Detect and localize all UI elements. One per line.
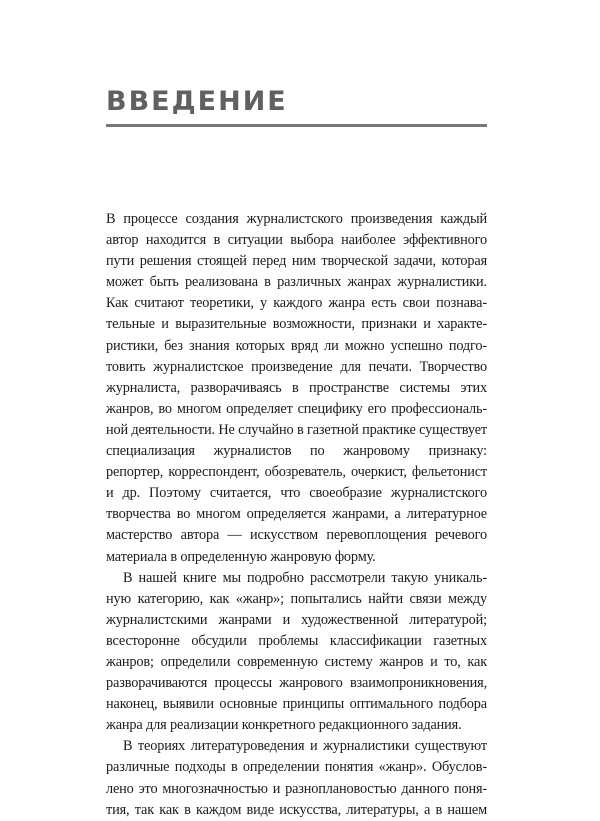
body-text-line: разворачиваются процессы жанрового взаимопроникновения, — [106, 675, 487, 692]
body-text-line: В нашей книге мы подробно рассмотрели такую уникаль- — [123, 569, 487, 586]
body-text-line: ной деятельности. Не случайно в газетной практике существует — [106, 421, 487, 438]
body-text-line: различные подходы в определении понятия «жанр». Обуслов- — [106, 759, 487, 776]
body-text-line: ную категорию, как «жанр»; попытались найти связи между — [106, 590, 487, 607]
body-text-line: В процессе создания журналистского произведения каждый — [106, 211, 487, 227]
body-text-line: наконец, выявили основные принципы оптимального подбора — [106, 696, 487, 713]
body-text-line: автор находится в ситуации выбора наиболее эффективного — [106, 232, 487, 249]
chapter-title: ВВЕДЕНИЕ — [106, 86, 288, 117]
body-text-line: лено это многозначностью и разноплановостью данного поня- — [106, 780, 487, 797]
body-text-line: жанра для реализации конкретного редакционного задания. — [106, 717, 462, 734]
body-text-line: пути решения стоящей перед ним творческой задачи, которая — [106, 253, 487, 270]
body-text-line: тия, так как в каждом виде искусства, литературы, а в нашем — [106, 801, 487, 818]
body-text-line: репортер, корреспондент, обозреватель, очеркист, фельетонист — [106, 464, 487, 481]
body-text-line: творчества во многом определяется жанрами, а литературное — [106, 506, 487, 523]
body-text-line: ристики, без знания которых вряд ли можно успешно подго- — [106, 337, 487, 354]
body-text-line: жанров; определили современную систему жанров и то, как — [106, 653, 487, 670]
body-text-line: тельные и выразительные возможности, признаки и характе- — [106, 316, 487, 333]
title-underline-rule — [106, 124, 487, 127]
body-text-line: Как считают теоретики, у каждого жанра есть свои познава- — [106, 295, 487, 312]
body-text-line: мастерство автора — искусством перевоплощения речевого — [106, 527, 487, 544]
body-text-line: и др. Поэтому считается, что своеобразие журналистского — [106, 485, 487, 502]
body-text-line: журналистскими жанрами и художественной литературой; — [106, 611, 487, 628]
body-text-line: всесторонне обсудили проблемы классификации газетных — [106, 632, 487, 649]
body-text-line: жанров, во многом определяет специфику его профессиональ- — [106, 400, 487, 417]
body-text-line: специализация журналистов по жанровому признаку: — [106, 443, 487, 460]
body-text-line: может быть реализована в различных жанрах журналистики. — [106, 274, 487, 291]
body-text — [106, 209, 487, 821]
body-text-line: В теориях литературоведения и журналистики существуют — [123, 738, 487, 755]
body-text-line: товить журналистское произведение для печати. Творчество — [106, 358, 487, 375]
body-text-line: материала в определенную жанровую форму. — [106, 548, 376, 565]
body-text-line: журналиста, разворачиваясь в пространстве системы этих — [106, 379, 487, 396]
